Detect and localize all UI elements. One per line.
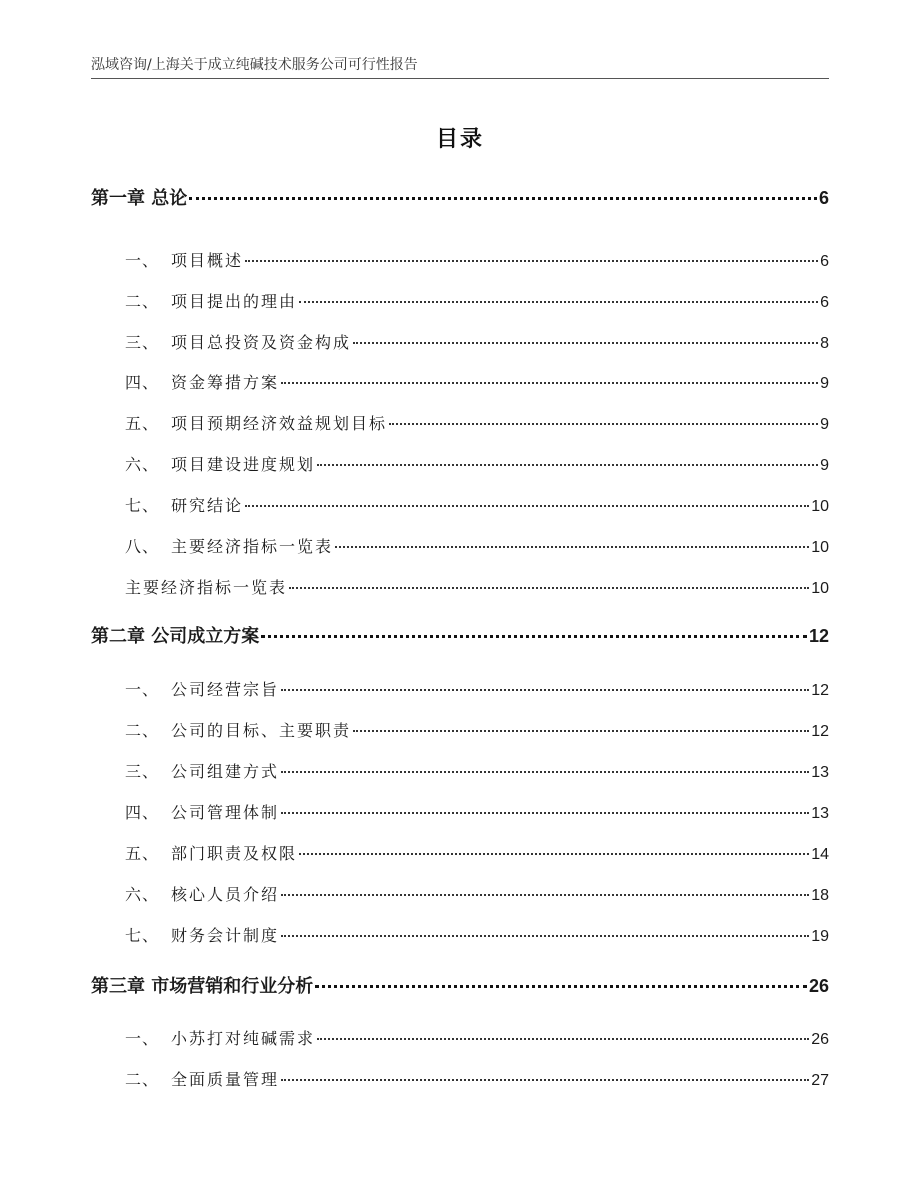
toc-entry-text: 公司管理体制 [171, 803, 280, 822]
dot-leader [281, 1079, 809, 1081]
toc-page-number: 12 [811, 682, 829, 699]
toc-entry[interactable] [91, 248, 829, 271]
toc-page-number: 9 [820, 457, 829, 474]
toc-page-number: 6 [820, 253, 829, 270]
toc-entry[interactable] [91, 841, 829, 864]
toc-entry[interactable] [91, 370, 829, 393]
toc-entry-text: 研究结论 [171, 496, 244, 515]
dot-leader [281, 812, 809, 814]
toc-page-number: 12 [811, 723, 829, 740]
toc-chapter-3[interactable] [91, 972, 829, 998]
toc-chapter-label: 第一章 总论 [91, 188, 188, 209]
toc-entry-number: 三、 [125, 762, 160, 781]
toc-entry-number: 一、 [125, 680, 160, 699]
toc-entry-number: 一、 [125, 251, 160, 270]
dot-leader [281, 771, 809, 773]
toc-entry[interactable] [91, 759, 829, 782]
toc-entry-number: 二、 [125, 292, 160, 311]
toc-chapter-1[interactable] [91, 184, 829, 210]
toc-entry-number: 二、 [125, 1070, 160, 1089]
toc-entry-text: 项目提出的理由 [171, 292, 298, 311]
toc-entry-text: 主要经济指标一览表 [125, 578, 288, 597]
toc-page-number: 10 [811, 580, 829, 597]
toc-page-number: 9 [820, 375, 829, 392]
toc-entry-number: 五、 [125, 844, 160, 863]
toc-page-number: 13 [811, 764, 829, 781]
toc-entry-number: 四、 [125, 373, 160, 392]
dot-leader [281, 382, 818, 384]
dot-leader [315, 985, 807, 988]
toc-page-number: 14 [811, 846, 829, 863]
dot-leader [281, 935, 809, 937]
toc-page-number: 26 [811, 1031, 829, 1048]
toc-entry[interactable] [91, 882, 829, 905]
toc-entry[interactable] [91, 493, 829, 516]
toc-chapter-label: 第三章 市场营销和行业分析 [91, 976, 314, 997]
toc-entry[interactable] [91, 1067, 829, 1090]
toc-entry-text: 项目建设进度规划 [171, 455, 316, 474]
toc-entry[interactable] [91, 411, 829, 434]
toc-entry[interactable] [91, 452, 829, 475]
dot-leader [317, 1038, 809, 1040]
dot-leader [353, 342, 818, 344]
toc-entry-number: 六、 [125, 455, 160, 474]
toc-entry[interactable] [91, 1026, 829, 1049]
toc-entry[interactable] [91, 534, 829, 557]
toc-page-number: 10 [811, 498, 829, 515]
toc-entry-text: 资金筹措方案 [171, 373, 280, 392]
toc-entry[interactable] [91, 677, 829, 700]
toc-page-number: 26 [808, 976, 829, 996]
running-header: 泓域咨询/上海关于成立纯碱技术服务公司可行性报告 [91, 57, 418, 73]
dot-leader [281, 689, 809, 691]
toc-entry-text: 项目概述 [171, 251, 244, 270]
toc-entry-table[interactable] [91, 575, 829, 598]
toc-entry-number: 五、 [125, 414, 160, 433]
toc-entry-number: 六、 [125, 885, 160, 904]
toc-entry-number: 七、 [125, 496, 160, 515]
toc-page-number: 13 [811, 805, 829, 822]
page-title: 目录 [435, 127, 484, 152]
dot-leader [189, 197, 817, 200]
toc-page-number: 9 [820, 416, 829, 433]
toc-entry-number: 二、 [125, 721, 160, 740]
toc-entry-text: 项目总投资及资金构成 [171, 333, 352, 352]
toc-entry[interactable] [91, 330, 829, 353]
dot-leader [261, 635, 807, 638]
toc-entry-number: 三、 [125, 333, 160, 352]
toc-chapter-label: 第二章 公司成立方案 [91, 626, 260, 647]
toc-entry-text: 项目预期经济效益规划目标 [171, 414, 388, 433]
toc-entry[interactable] [91, 800, 829, 823]
dot-leader [245, 505, 809, 507]
dot-leader [281, 894, 809, 896]
dot-leader [389, 423, 818, 425]
dot-leader [317, 464, 818, 466]
toc-chapter-2[interactable] [91, 622, 829, 648]
toc-entry-text: 财务会计制度 [171, 926, 280, 945]
toc-page-number: 10 [811, 539, 829, 556]
toc-page-number: 12 [808, 626, 829, 646]
toc-entry-number: 四、 [125, 803, 160, 822]
toc-entry-text: 公司组建方式 [171, 762, 280, 781]
toc-page-number: 27 [811, 1072, 829, 1089]
toc-entry-text: 全面质量管理 [171, 1070, 280, 1089]
toc-page-number: 19 [811, 928, 829, 945]
toc-entry-number: 七、 [125, 926, 160, 945]
dot-leader [299, 853, 809, 855]
toc-page-number: 18 [811, 887, 829, 904]
dot-leader [245, 260, 818, 262]
dot-leader [335, 546, 809, 548]
toc-page-number: 8 [820, 335, 829, 352]
toc-entry-text: 部门职责及权限 [171, 844, 298, 863]
toc-entry-text: 主要经济指标一览表 [171, 537, 334, 556]
dot-leader [289, 587, 809, 589]
header-rule [91, 78, 829, 79]
toc-entry[interactable] [91, 289, 829, 312]
toc-page-number: 6 [818, 188, 829, 208]
toc-page-number: 6 [820, 294, 829, 311]
dot-leader [299, 301, 818, 303]
toc-entry-text: 核心人员介绍 [171, 885, 280, 904]
toc-entry-number: 一、 [125, 1029, 160, 1048]
toc-entry-text: 公司经营宗旨 [171, 680, 280, 699]
toc-entry[interactable] [91, 923, 829, 946]
toc-entry-text: 公司的目标、主要职责 [171, 721, 352, 740]
dot-leader [353, 730, 809, 732]
toc-entry[interactable] [91, 718, 829, 741]
toc-entry-text: 小苏打对纯碱需求 [171, 1029, 316, 1048]
toc-entry-number: 八、 [125, 537, 160, 556]
